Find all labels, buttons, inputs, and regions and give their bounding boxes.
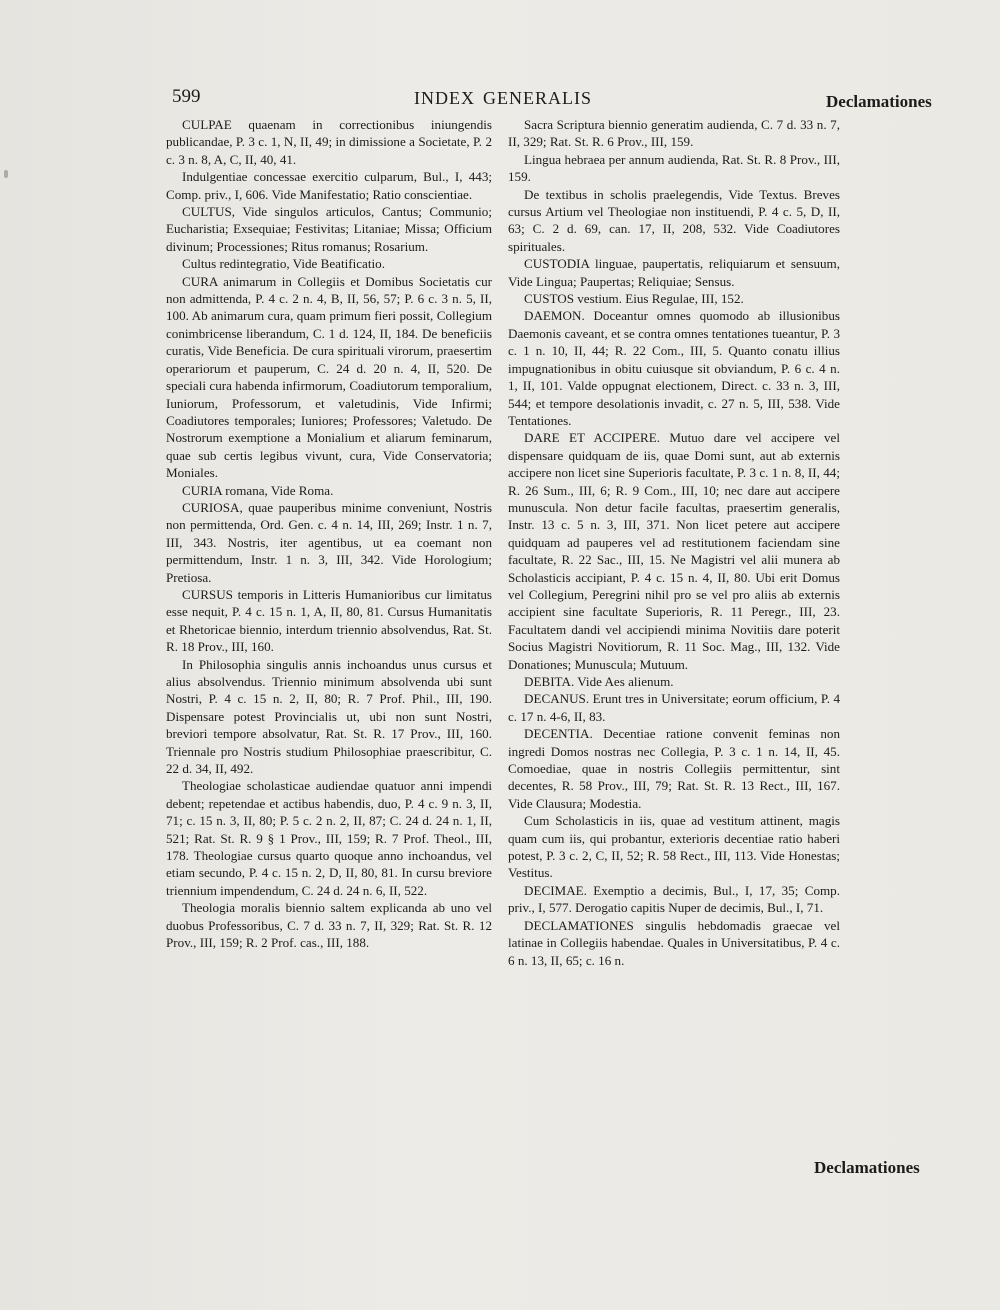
left-column (166, 116, 492, 952)
page-number: 599 (172, 86, 201, 107)
entry-daemon: DAEMON. Doceantur omnes quomodo ab illusionibus Daemonis caveant, et se contra omnes tentationes tueantur, P. 3 c. 1 n. 10, II, 44; R. 22 Com., III, 5. Quanto conatu illius impugnationibus in obitu cuiusque sit obviandum, P. 6 c. 4 n. 1, II, 101. Valde oppugnat electionem, Direct. c. 33 n. 3, III, 544; et tempore desolationis invadit, c. 27 n. 5, III, 538. Vide Tentationes. (508, 308, 840, 428)
entry-decentia: DECENTIA. Decentiae ratione convenit feminas non ingredi Domos nostras nec Collegia, P. 3 c. 1 n. 14, II, 45. Comoediae, quae in nostris Collegiis permittentur, sint decentes, R. 58 Prov., III, 79; Rat. St. R. 13 Rect., III, 167. Vide Clausura; Modestia. (508, 726, 840, 811)
entry-declamationes: DECLAMATIONES singulis hebdomadis graecae vel latinae in Collegiis habendae. Quales in Universitatibus, P. 4 c. 6 n. 13, II, 65; c. 16 n. (508, 917, 840, 968)
entry-culpae: CULPAE quaenam in correctionibus iniungendis publicandae, P. 3 c. 1, N, II, 49; in dimissione a Societate, P. 2 c. 3 n. 8, A, C, II, 40, 41. (166, 117, 492, 167)
entry-lingua-hebraea: Lingua hebraea per annum audienda, Rat. St. R. 8 Prov., III, 159. (508, 151, 840, 185)
catchword-bottom: Declamationes (814, 1158, 920, 1177)
entry-dare-et-accipere: DARE ET ACCIPERE. Mutuo dare vel accipere vel dispensare quidquam de iis, quae Domi sunt, aut ab externis accipere non licet sine Superioris facultate, P. 3 c. 1 n. 8, II, 44; R. 26 Sum., III, 6; R. 9 Com., III, 10; nec dare aut accipere munuscula. Non detur facile facultas, praesertim generalis, Instr. 13 c. 5 n. 3, III, 371. Non licet petere aut accipere quidquam ad pauperes vel ad restitutionem faciendam sine facultate, R. 22 Sac., III, 15. Ne Magistri vel alii munera ab Scholasticis accipiant, P. 4 c. 15 n. 4, II, 80. Ubi erit Domus vel Collegium, Peregrini nihil pro se vel pro aliis ab externis accipient sine facultate Superioris, R. 11 Peregr., III, 23. Facultatem dandi vel accipiendi minima Novitiis dare poterit Socius Magistri Novitiorum, R. 11 Soc. Mag., III, 132. Vide Donationes; Munuscula; Mutuum. (508, 430, 840, 672)
entry-philosophia: In Philosophia singulis annis inchoandus unus cursus et alius absolvendus. Triennio minimum absolvenda ubi sunt Nostri, P. 4 c. 15 n. 2, II, 80; R. 7 Prof. Phil., III, 190. Dispensare potest Provincialis ut, ubi non sunt Nostri, breviori tempore absolvatur, Rat. St. R. 17 Prov., III, 160. Triennale pro Nostris studium Philosophiae praescribitur, C. 22 d. 34, II, 492. (166, 656, 492, 777)
entry-theologiae-scholasticae: Theologiae scholasticae audiendae quatuor anni impendi debent; repetendae et actibus habendis, duo, P. 4 c. 9 n. 3, II, 71; c. 15 n. 3, II, 80; P. 5 c. 2 n. 2, II, 87; C. 24 d. 24 n. 1, II, 521; Rat. St. R. 9 § 1 Prov., III, 159; R. 7 Prof. Theol., III, 178. Theologiae cursus quarto quoque anno inchoandus, vel etiam secundo, P. 4 c. 15 n. 2, D, II, 80, 81. In cursu breviore triennium impendendum, C. 24 d. 24 n. 6, II, 522. (166, 778, 492, 898)
running-title (414, 88, 592, 109)
margin-spot (4, 170, 8, 178)
entry-cursus: CURSUS temporis in Litteris Humanioribus cur limitatus esse nequit, P. 4 c. 15 n. 1, A, II, 80, 81. Cursus Humanitatis et Rhetoricae biennio, interdum triennio absolvendus, Rat. St. R. 18 Prov., III, 160. (166, 586, 492, 655)
entry-custodia: CUSTODIA linguae, paupertatis, reliquiarum et sensuum, Vide Lingua; Paupertas; Reliquiae; Sensus. (508, 256, 840, 289)
entry-de-textibus: De textibus in scholis praelegendis, Vide Textus. Breves cursus Artium vel Theologiae non instituendi, P. 4 c. 5, D, II, 63; C. 2 d. 69, can. 17, II, 208, 532. Vide Coadiutores spirituales. (508, 186, 840, 254)
entry-sacra-scriptura: Sacra Scriptura biennio generatim audienda, C. 7 d. 33 n. 7, II, 329; Rat. St. R. 6 Prov., III, 159. (508, 117, 840, 150)
entry-decanus: DECANUS. Erunt tres in Universitate; eorum officium, P. 4 c. 17 n. 4-6, II, 83. (508, 691, 840, 724)
catchword-top: Declamationes (826, 92, 932, 111)
running-title-word-2: GENERALIS (483, 88, 592, 108)
entry-custos: CUSTOS vestium. Eius Regulae, III, 152. (524, 291, 744, 307)
entry-indulgentiae: Indulgentiae concessae exercitio culparum, Bul., I, 443; Comp. priv., I, 606. Vide Manifestatio; Ratio conscientiae. (166, 169, 492, 202)
entry-curiosa: CURIOSA, quae pauperibus minime conveniunt, Nostris non permittenda, Ord. Gen. c. 4 n. 14, III, 269; Instr. 1 n. 7, III, 343. Nostris, iter agentibus, ut ea coemant non permittendum, Instr. 1 n. 3, III, 342. Vide Horologium; Pretiosa. (166, 499, 492, 585)
entry-curia: CURIA romana, Vide Roma. (182, 482, 334, 498)
entry-decimae: DECIMAE. Exemptio a decimis, Bul., I, 17, 35; Comp. priv., I, 577. Derogatio capitis Nuper de decimis, Bul., I, 71. (508, 882, 840, 916)
right-column (508, 116, 840, 969)
entry-cum-scholasticis: Cum Scholasticis in iis, quae ad vestitum attinent, magis quam cum iis, qui probantur, exterioris decentiae ratio haberi potest, P. 3 c. 2, C, II, 52; R. 58 Rect., III, 113. Vide Honestas; Vestitus. (508, 813, 840, 881)
entry-debita: DEBITA. Vide Aes alienum. (524, 674, 674, 689)
entry-cultus-redintegratio: Cultus redintegratio, Vide Beatificatio. (182, 256, 385, 272)
entry-cura: CURA animarum in Collegiis et Domibus Societatis cur non admittenda, P. 4 c. 2 n. 4, B, II, 56, 57; P. 6 c. 3 n. 5, II, 100. Ab animarum cura, quam primum fieri possit, Collegium conimbricense liberandum, C. 1 d. 124, II, 184. De beneficiis curatis, Vide Beneficia. De cura spirituali virorum, praesertim operariorum et pauperum, C. 24 d. 20 n. 4, II, 520. De speciali cura habenda infirmorum, Coadiutorum temporalium, Iuniorum, Professorum, et valetudinis, Vide Infirmi; Coadiutores temporales; Iuniores; Professores; Valetudo. De Nostrorum exemptione a Monialium et aliarum feminarum, quae sub certis legibus vivunt, cura, Vide Conservatoria; Moniales. (166, 273, 492, 481)
entry-theologia-moralis: Theologia moralis biennio saltem explicanda ab uno vel duobus Professoribus, C. 7 d. 33 n. 7, II, 329; Rat. St. R. 12 Prov., III, 159; R. 2 Prof. cas., III, 188. (166, 900, 492, 951)
running-title-word-1: INDEX (414, 88, 475, 108)
entry-cultus: CULTUS, Vide singulos articulos, Cantus; Communio; Eucharistia; Exsequiae; Festivitas; Litaniae; Missa; Officium divinum; Processiones; Ritus romanus; Rosarium. (166, 204, 492, 254)
